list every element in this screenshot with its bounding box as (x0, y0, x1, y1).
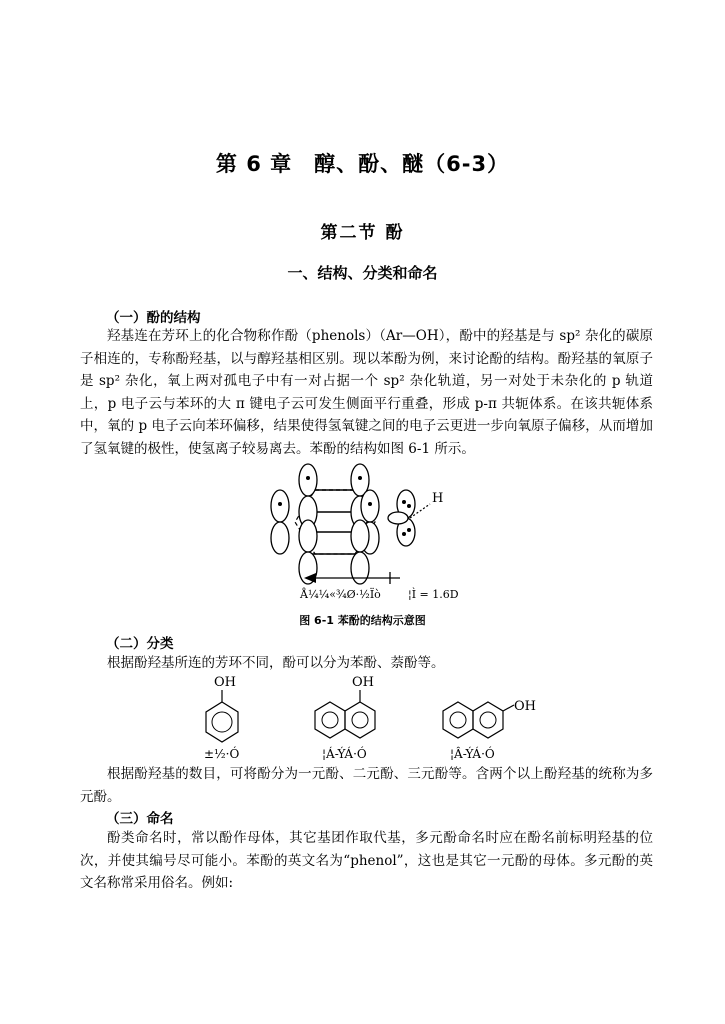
alpha-naphthol-oh-label: OH (352, 675, 374, 690)
p-orbital-lobes (271, 464, 379, 584)
dipole-arrow-label: Å¼¼«¾Ø·½Ïò (300, 588, 381, 601)
beta-naphthol-label: ¦Â-ÝÁ·Ó (450, 747, 495, 761)
paragraph-structure: 羟基连在芳环上的化合物称作酚（phenols）（Ar—OH），酚中的羟基是与 sp² 杂化的碳原子相连的，专称酚羟基，以与醇羟基相区别。现以苯酚为例，来讨论酚的结构。酚羟基的氧原子是 sp² 杂化，氧上两对孤电子中有一对占据一个 sp² 杂化轨道，另一对处于未杂化的 p 轨道上，p 电子云与苯环的大 π 键电子云可发生侧面平行重叠，形成 p-π 共轭体系。在该共轭体系中，氧的 p 电子云向苯环偏移，结果使得氢氧键之间的电子云更进一步向氧原子偏移，从而增加了氢氧键的极性，使氢离子较易离去。苯酚的结构如图 6-1 所示。 (80, 328, 653, 457)
heading-nomenclature: （三）命名 (106, 811, 174, 827)
paragraph-classification: 根据酚羟基所连的芳环不同，酚可以分为苯酚、萘酚等。 (107, 655, 445, 671)
beta-naphthol-structure (436, 672, 546, 762)
heading-structure: （一）酚的结构 (106, 310, 201, 326)
section-title: 第二节 酚 (320, 223, 405, 243)
phenol-orbital-figure (260, 462, 510, 610)
phenol-structure (188, 672, 258, 762)
paragraph-polyphenol: 根据酚羟基的数目，可将酚分为一元酚、二元酚、三元酚等。含两个以上酚羟基的统称为多元酚。 (80, 766, 653, 805)
chapter-title: 第 6 章 醇、酚、醚（6-3） (215, 152, 510, 176)
phenol-oh-label: OH (214, 675, 236, 690)
paragraph-nomenclature: 酚类命名时，常以酚作母体，其它基团作取代基，多元酚命名时应在酚名前标明羟基的位次，并使其编号尽可能小。苯酚的英文名为“phenol”，这也是其它一元酚的母体。多元酚的英文名称常采用俗名。例如: (80, 830, 653, 891)
sub-title: 一、结构、分类和命名 (287, 264, 438, 282)
dipole-moment-label: ¦Ì = 1.6D (408, 588, 459, 601)
alpha-naphthol-label: ¦Á-ÝÁ·Ó (322, 747, 367, 761)
figure-caption: 图 6-1 苯酚的结构示意图 (299, 614, 426, 627)
phenol-label: ±½·Ó (204, 747, 240, 761)
hydrogen-label: H (432, 491, 444, 506)
heading-classification: （二）分类 (106, 636, 174, 652)
alpha-naphthol-structure (308, 672, 388, 762)
beta-naphthol-oh-label: OH (514, 699, 536, 714)
